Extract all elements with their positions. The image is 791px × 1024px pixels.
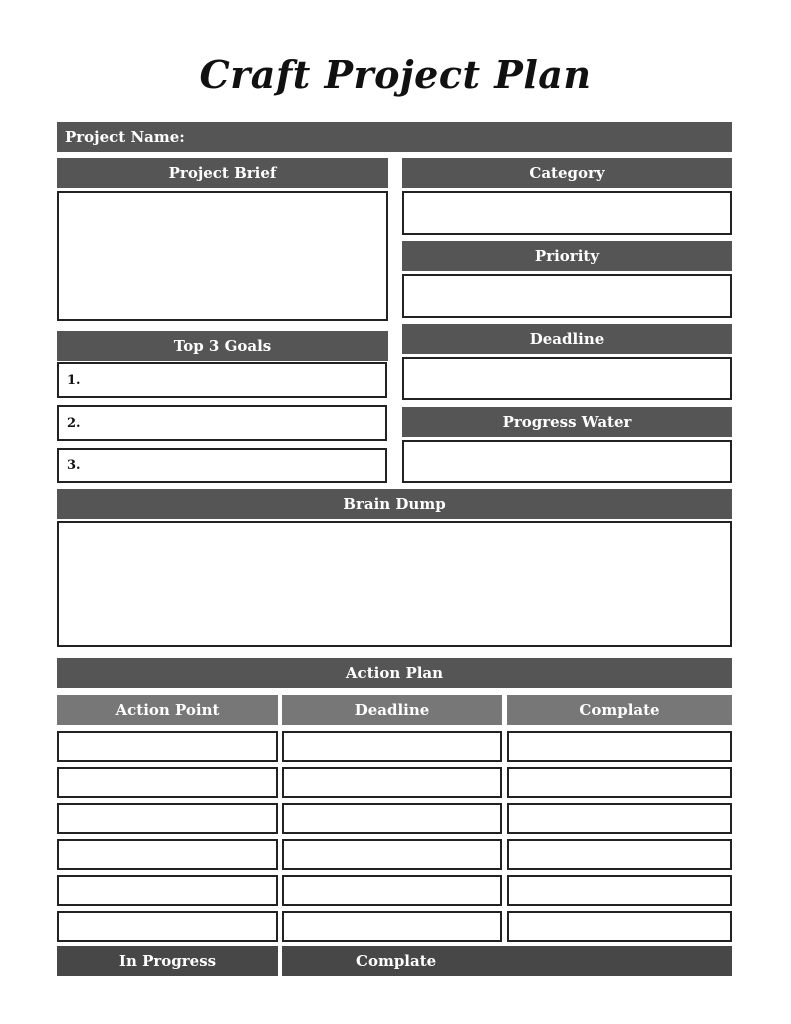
complete-cell[interactable] <box>507 911 732 942</box>
goal-number: 3. <box>67 458 81 473</box>
complete-label: Complate <box>356 952 437 970</box>
priority-field[interactable] <box>402 274 732 318</box>
deadline-cell[interactable] <box>282 911 502 942</box>
project-brief-label: Project Brief <box>168 164 277 182</box>
progress-water-label: Progress Water <box>502 413 632 431</box>
deadline-cell[interactable] <box>282 731 502 762</box>
brain-dump-header <box>57 489 732 519</box>
complete-cell[interactable] <box>507 839 732 870</box>
complete-bar <box>282 946 732 976</box>
deadline-header <box>402 324 732 354</box>
progress-water-field[interactable] <box>402 440 732 483</box>
action-point-cell[interactable] <box>57 839 278 870</box>
category-field[interactable] <box>402 191 732 235</box>
complete-cell[interactable] <box>507 875 732 906</box>
deadline-cell[interactable] <box>282 875 502 906</box>
in-progress-label: In Progress <box>118 952 217 970</box>
project-name-label: Project Name: <box>65 128 185 146</box>
action-point-cell[interactable] <box>57 767 278 798</box>
column-header-label: Complate <box>579 701 660 719</box>
category-header <box>402 158 732 188</box>
column-header-deadline <box>282 695 502 725</box>
in-progress-bar <box>57 946 278 976</box>
action-point-cell[interactable] <box>57 875 278 906</box>
complete-cell[interactable] <box>507 731 732 762</box>
brain-dump-label: Brain Dump <box>343 495 446 513</box>
top-goals-label: Top 3 Goals <box>173 337 272 355</box>
brain-dump-field[interactable] <box>57 521 732 647</box>
progress-water-header <box>402 407 732 437</box>
page-title: Craft Project Plan <box>199 52 592 97</box>
top-goals-header <box>57 331 388 361</box>
goal-number: 2. <box>67 415 81 431</box>
project-name-bar[interactable] <box>57 122 732 152</box>
category-label: Category <box>529 164 605 182</box>
deadline-cell[interactable] <box>282 839 502 870</box>
goal-field-2[interactable] <box>57 405 387 441</box>
priority-label: Priority <box>534 247 600 265</box>
action-point-cell[interactable] <box>57 803 278 834</box>
complete-cell[interactable] <box>507 767 732 798</box>
priority-header <box>402 241 732 271</box>
action-point-cell[interactable] <box>57 911 278 942</box>
column-header-label: Action Point <box>115 701 220 719</box>
deadline-cell[interactable] <box>282 803 502 834</box>
column-header-action-point <box>57 695 278 725</box>
deadline-label: Deadline <box>529 330 605 348</box>
goal-number: 1. <box>67 372 81 388</box>
action-plan-header <box>57 658 732 688</box>
project-brief-field[interactable] <box>57 191 388 321</box>
project-brief-header <box>57 158 388 188</box>
deadline-field[interactable] <box>402 357 732 400</box>
column-header-label: Deadline <box>354 701 430 719</box>
deadline-cell[interactable] <box>282 767 502 798</box>
action-plan-label: Action Plan <box>345 664 444 682</box>
column-header-complete <box>507 695 732 725</box>
complete-cell[interactable] <box>507 803 732 834</box>
goal-field-1[interactable] <box>57 362 387 398</box>
goal-field-3[interactable] <box>57 448 387 483</box>
action-point-cell[interactable] <box>57 731 278 762</box>
